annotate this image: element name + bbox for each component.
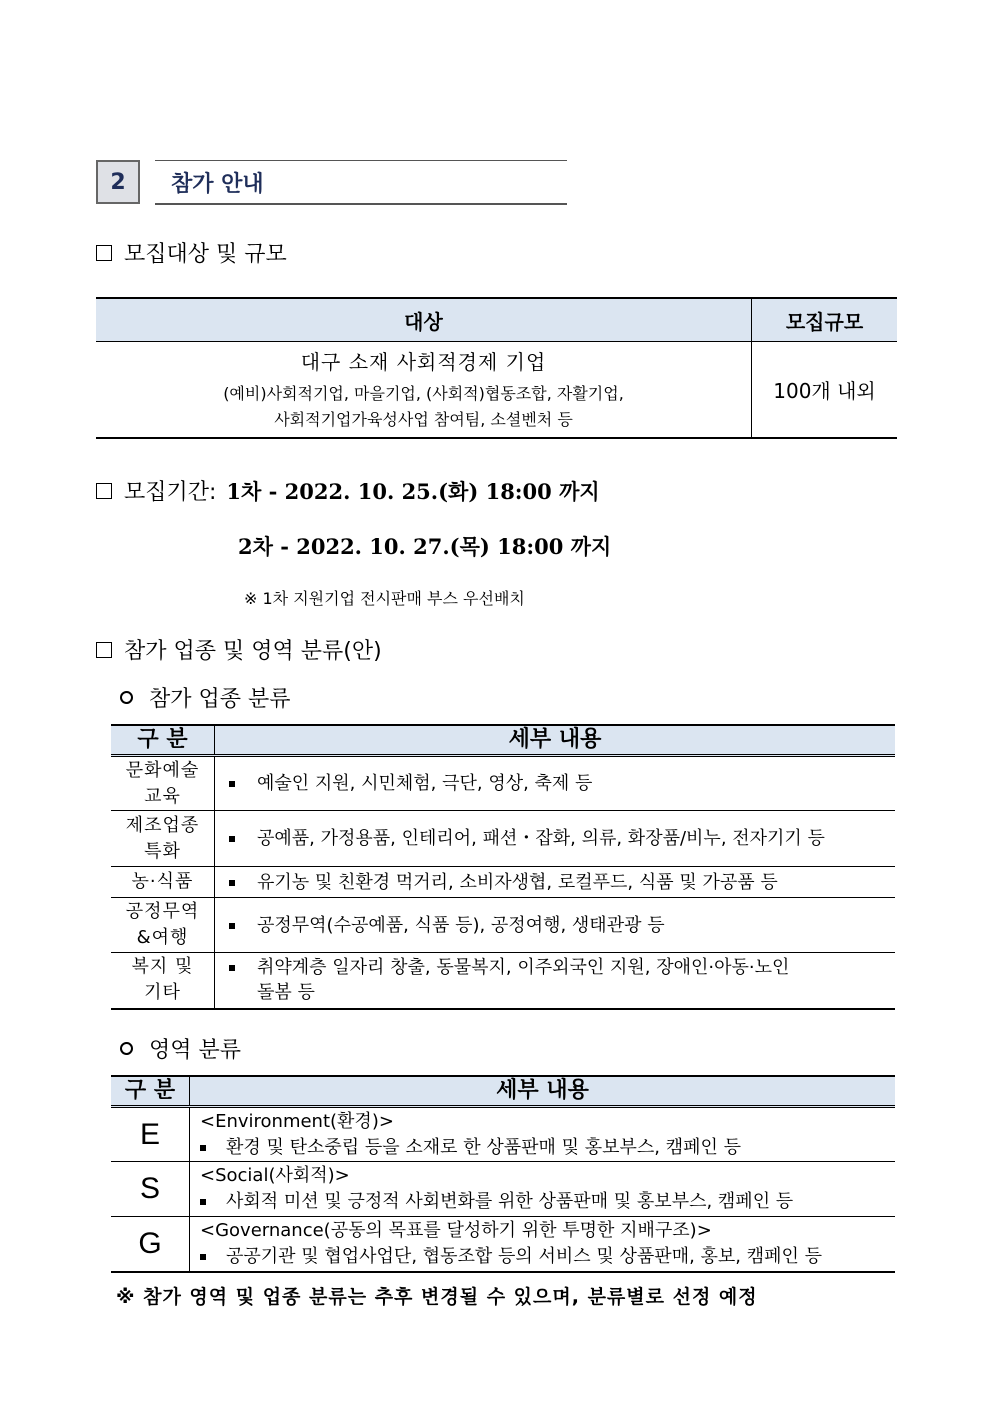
recruit-target-heading-text: 모집대상 및 규모 <box>124 242 287 267</box>
area-detail: 사회적 미션 및 긍정적 사회변화를 위한 상품판매 및 홍보부스, 캠페인 등 <box>226 1191 794 1212</box>
col-scale-header: 모집규모 <box>752 298 898 342</box>
detail-text: 공예품, 가정용품, 인테리어, 패션・잡화, 의류, 화장품/비누, 전자기기 등 <box>257 828 825 849</box>
industry-table <box>111 724 895 1010</box>
detail-text: 유기농 및 친환경 먹거리, 소비자생협, 로컬푸드, 식품 및 가공품 등 <box>257 871 778 893</box>
period-line-1 <box>96 475 600 506</box>
area-detail: 공공기관 및 협업사업단, 협동조합 등의 서비스 및 상품판매, 홍보, 캠페인 등 <box>226 1245 823 1267</box>
category-label: &여행 <box>136 927 189 948</box>
square-bullet-icon <box>200 1145 206 1151</box>
checkbox-square-icon <box>96 245 112 261</box>
area-code: S <box>111 1162 190 1217</box>
category-label: 농·식품 <box>131 871 194 892</box>
checkbox-square-icon <box>96 642 112 658</box>
circle-bullet-icon <box>120 1042 133 1055</box>
table-row <box>111 953 895 1009</box>
table-row <box>111 867 895 898</box>
table-row <box>111 1162 895 1217</box>
period-second: 2차 - 2022. 10. 27.(목) 18:00 까지 <box>238 534 612 559</box>
target-sub-line-2: 사회적기업가육성사업 참여팀, 소셜벤처 등 <box>274 409 573 429</box>
square-bullet-icon <box>229 880 235 886</box>
category-label: 공정무역 <box>125 901 200 922</box>
table-row <box>111 811 895 867</box>
target-main-line: 대구 소재 사회적경제 기업 <box>300 349 547 374</box>
industry-col-category: 구 분 <box>111 725 215 756</box>
area-code: G <box>111 1217 190 1272</box>
industry-col-detail: 세부 내용 <box>215 725 896 756</box>
classification-heading-text: 참가 업종 및 영역 분류(안) <box>124 639 382 664</box>
area-col-category: 구 분 <box>111 1076 190 1107</box>
area-title: <Governance(공동의 목표를 달성하기 위한 투명한 지배구조)> <box>200 1219 712 1241</box>
area-title: <Social(사회적)> <box>200 1165 350 1186</box>
checkbox-square-icon <box>96 483 112 499</box>
target-sub-line-1: (예비)사회적기업, 마을기업, (사회적)협동조합, 자활기업, <box>223 383 624 403</box>
classification-heading <box>96 634 382 665</box>
area-detail: 환경 및 탄소중립 등을 소재로 한 상품판매 및 홍보부스, 캠페인 등 <box>226 1136 742 1158</box>
square-bullet-icon <box>200 1254 206 1260</box>
scale-cell: 100개 내외 <box>752 342 898 438</box>
detail-text-continued: 돌봄 등 <box>257 982 315 1004</box>
category-label: 기타 <box>144 982 181 1004</box>
square-bullet-icon <box>229 836 235 842</box>
category-label: 복지 및 <box>131 956 194 978</box>
circle-bullet-icon <box>120 691 133 704</box>
detail-text: 취약계층 일자리 창출, 동물복지, 이주외국인 지원, 장애인·아동·노인 <box>257 957 790 979</box>
category-label: 특화 <box>144 840 181 862</box>
table-row <box>111 1107 895 1162</box>
footer-note: ※ 참가 영역 및 업종 분류는 추후 변경될 수 있으며, 분류별로 선정 예정 <box>116 1286 758 1308</box>
category-label: 제조업종 <box>125 814 200 836</box>
target-cell <box>96 342 752 438</box>
period-label: 모집기간: <box>124 480 217 505</box>
table-row <box>111 756 895 811</box>
area-table <box>111 1075 895 1273</box>
area-heading-text: 영역 분류 <box>149 1038 242 1063</box>
square-bullet-icon <box>229 923 235 929</box>
category-label: 문화예술 <box>125 759 200 781</box>
recruit-target-table <box>96 297 897 439</box>
industry-heading <box>120 682 291 713</box>
period-note: ※ 1차 지원기업 전시판매 부스 우선배치 <box>244 589 525 608</box>
industry-heading-text: 참가 업종 분류 <box>149 687 291 712</box>
category-label: 교육 <box>144 785 181 807</box>
area-title: <Environment(환경)> <box>200 1110 394 1132</box>
section-title-box <box>155 160 567 205</box>
section-number: 2 <box>96 160 140 204</box>
square-bullet-icon <box>229 965 235 971</box>
square-bullet-icon <box>229 781 235 787</box>
recruit-target-heading <box>96 237 287 268</box>
area-col-detail: 세부 내용 <box>190 1076 896 1107</box>
table-row <box>111 898 895 953</box>
area-heading <box>120 1033 241 1064</box>
col-target-header: 대상 <box>96 298 752 342</box>
period-first: 1차 - 2022. 10. 25.(화) 18:00 까지 <box>226 478 600 504</box>
section-title: 참가 안내 <box>171 172 264 197</box>
area-code: E <box>111 1107 190 1162</box>
detail-text: 예술인 지원, 시민체험, 극단, 영상, 축제 등 <box>257 773 593 794</box>
detail-text: 공정무역(수공예품, 식품 등), 공정여행, 생태관광 등 <box>257 914 665 936</box>
square-bullet-icon <box>200 1199 206 1205</box>
table-row <box>111 1217 895 1272</box>
